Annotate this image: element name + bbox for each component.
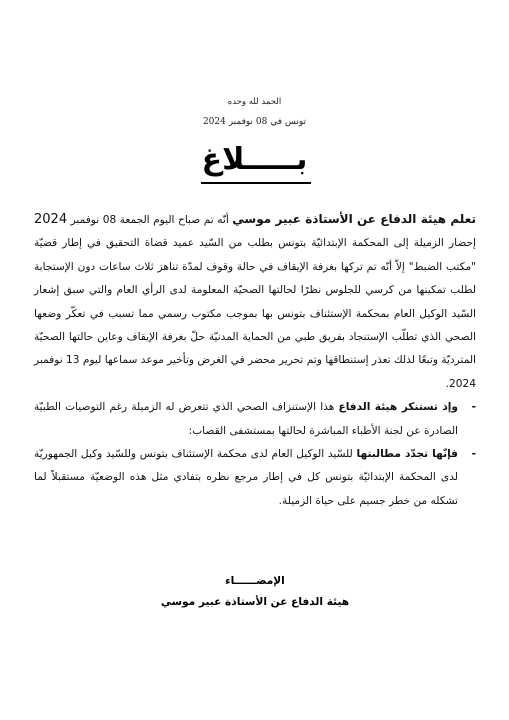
statement-text: هذا الإستنزاف الصحي الذي تتعرض له الزميلة رغم التوصيات الطبيّة الصادرة عن لجنة الأطباء المباشرة لحالتها بمستشفى القصاب: bbox=[34, 401, 458, 437]
document-header bbox=[0, 96, 509, 128]
bullet-dash: - bbox=[471, 401, 476, 414]
title-underline bbox=[201, 182, 311, 184]
statement-item bbox=[34, 443, 476, 513]
statement-text: للسّيد الوكيل العام لدى محكمة الإستئناف بتونس وللسّيد وكيل الجمهوريّة لدى المحكمة الإبتدائيّة بتونس كل في إطار مرجع نظره بتفادي مثل هذه الوضعيّة مستقبلاً لما تشكله من خطر جسيم على حياة الزميلة. bbox=[34, 448, 458, 507]
statement-list bbox=[34, 396, 476, 513]
signature-label: الإمضــــــاء bbox=[225, 575, 285, 587]
signature-name: هيئة الدفاع عن الأستاذة عبير موسي bbox=[160, 596, 350, 608]
intro-paragraph bbox=[34, 208, 476, 396]
praise-line: الحمد لله وحده bbox=[227, 97, 282, 107]
place-date-line: تونس في 08 نوفمبر 2024 bbox=[202, 117, 307, 127]
document-title: بـــــلاغ bbox=[201, 142, 308, 177]
intro-text: إحضار الزميلة إلى المحكمة الإبتدائيّة بتونس بطلب من السّيد عميد قضاة التحقيق في إطار قضيّة "مكتب الضبط" إلاّ أنّه تم تركها بغرفة الإيقاف في حالة وقوف لمدّة تناهز ثلاث ساعات دون الإستجابة لطلب تمكينها من كرسي للجلوس نظرًا لحالتها الصحيّة المعلومة لدى الرأي العام والتي سبق إشعار السّيد الوكيل العام بمحكمة الإستئناف بتونس بها بموجب مكتوب رسمي مما تسبب في تعكّر وضعها الصحي الذي تطلّب الإستنجاد بفريق طبي من الحماية المدنيّة حلّ بغرفة الإيقاف وعاين حالتها الصحيّة المترديّة وتبعًا لذلك تعذر إستنطاقها وتم تحرير محضر في الغرض وتأخير موعد سماعها ليوم 13 نوفمبر 2024. bbox=[34, 237, 476, 390]
signature-block bbox=[140, 571, 370, 613]
statement-item bbox=[34, 396, 476, 443]
statement-bold: وإذ تستنكر هيئة الدفاع bbox=[338, 401, 458, 414]
intro-date-year: 2024 bbox=[34, 212, 68, 227]
document-body bbox=[34, 208, 476, 513]
statement-bold: فإنّها تجدّد مطالبتها bbox=[356, 448, 458, 461]
intro-text-before-date: أنّه تم صباح اليوم الجمعة 08 نوفمبر bbox=[70, 214, 229, 226]
bullet-dash: - bbox=[471, 448, 476, 461]
intro-lead: تعلم هيئة الدفاع عن الأستاذة عبير موسي bbox=[232, 212, 476, 226]
